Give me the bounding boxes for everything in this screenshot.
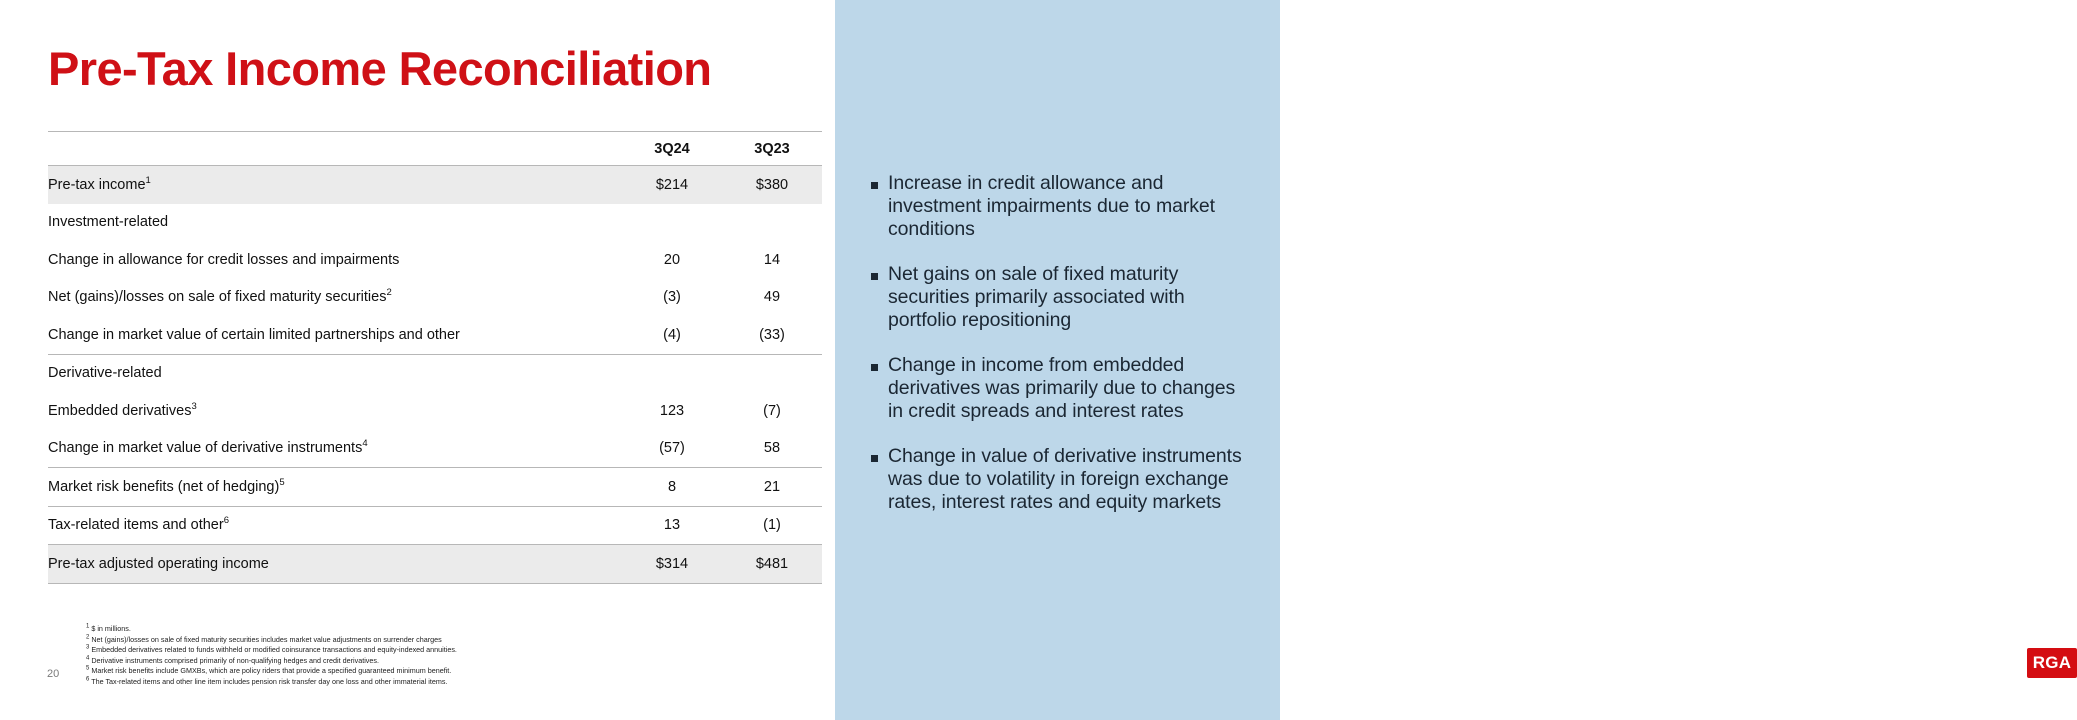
row-value-3q24 (622, 354, 722, 392)
row-label: Embedded derivatives$^3$ (48, 400, 197, 419)
column-header-3q23: 3Q23 (722, 132, 822, 166)
footnote-item: $^3$ Embedded derivatives related to funds withheld or modified coinsurance transactions and equity-indexed annuities. (86, 644, 457, 655)
row-label: Market risk benefits (net of hedging)$^5$ (48, 468, 622, 507)
row-value-3q23: $380 (722, 166, 822, 204)
row-value-3q24: (3) (663, 289, 681, 306)
row-label: Change in market value of certain limited partnerships and other (48, 326, 460, 343)
table-row (48, 316, 822, 354)
row-value-3q23: 49 (763, 289, 781, 306)
row-value-3q23: $481 (722, 545, 822, 584)
row-value-3q23 (722, 354, 822, 392)
table-row (48, 430, 822, 468)
square-bullet-icon (871, 273, 878, 280)
footnote-marker: 5 (279, 476, 285, 488)
table-row (48, 241, 822, 279)
footnote-marker: 6 (223, 515, 229, 527)
square-bullet-icon (871, 182, 878, 189)
rga-logo (2027, 648, 2077, 678)
table-row (48, 545, 822, 584)
footnote-item: $^6$ The Tax-related items and other line item includes pension risk transfer day one loss and other immaterial items. (86, 676, 448, 686)
row-value-3q23 (722, 204, 822, 242)
row-label: Change in market value of derivative instruments$^4$ (48, 438, 368, 457)
row-label: Pre-tax adjusted operating income (48, 545, 622, 584)
rga-logo-text: RGA (2032, 653, 2072, 672)
table-header (48, 132, 822, 166)
row-value-3q24: $314 (622, 545, 722, 584)
row-label: Tax-related items and other$^6$ (48, 506, 622, 545)
page-title: Pre-Tax Income Reconciliation (48, 42, 712, 95)
table-row (48, 279, 822, 317)
row-value-3q23: 21 (722, 468, 822, 507)
table-row (48, 354, 822, 392)
footnote-marker: 6 (86, 676, 90, 683)
footnote-item: $^1$ $ in millions. (86, 623, 131, 633)
table-row (48, 506, 822, 545)
footnote-marker: 2 (86, 634, 90, 641)
row-value-3q24: 13 (622, 506, 722, 545)
footnote-item: $^5$ Market risk benefits include GMXBs, which are policy riders that provide a specified guaranteed minimum benefit. (86, 665, 452, 676)
footnote-marker: 5 (86, 665, 90, 672)
row-value-3q24: 123 (659, 402, 685, 419)
list-item-label: Change in income from embedded derivatives was primarily due to changes in credit spreads and interest rates (888, 354, 1236, 422)
footnote-marker: 3 (191, 400, 197, 412)
footnote-marker: 1 (86, 623, 90, 630)
list-item (871, 172, 1249, 241)
row-label: Investment-related (48, 214, 169, 231)
row-value-3q24: (57) (659, 440, 685, 457)
row-value-3q23: (7) (763, 402, 781, 419)
page-number: 20 (47, 668, 60, 680)
table-header-row (48, 132, 822, 166)
footnote-marker: 4 (362, 438, 368, 450)
row-value-3q23: (33) (759, 326, 785, 343)
row-value-3q24: $214 (622, 166, 722, 204)
row-label: Pre-tax income$^1$ (48, 166, 622, 204)
commentary-panel (835, 0, 2072, 720)
square-bullet-icon (871, 364, 878, 371)
footnote-marker: 2 (386, 287, 392, 299)
column-header-label (48, 132, 622, 166)
list-item-label: Change in value of derivative instruments was due to volatility in foreign exchange rates, interest rates and equity markets (888, 445, 1242, 513)
row-value-3q24: 8 (622, 468, 722, 507)
row-label: Net (gains)/losses on sale of fixed maturity securities$^2$ (48, 287, 392, 306)
commentary-bullet-list (871, 172, 1249, 536)
footnote-marker: 1 (145, 174, 151, 186)
footnote-item: $^4$ Derivative instruments comprised primarily of non-qualifying hedges and credit derivatives. (86, 655, 379, 665)
footnote-marker: 3 (86, 644, 90, 651)
footnotes-block (86, 624, 686, 687)
list-item-label: Net gains on sale of fixed maturity securities primarily associated with portfolio repositioning (888, 263, 1185, 331)
row-label: Derivative-related (48, 354, 622, 392)
list-item (871, 354, 1249, 423)
list-item-label: Increase in credit allowance and investment impairments due to market conditions (888, 172, 1215, 240)
table-body (48, 166, 822, 584)
list-item (871, 263, 1249, 332)
table-row (48, 204, 822, 242)
row-value-3q23: (1) (722, 506, 822, 545)
pre-tax-income-reconciliation-table (48, 131, 822, 584)
table-row (48, 166, 822, 204)
column-header-3q24: 3Q24 (622, 132, 722, 166)
table-row (48, 392, 822, 430)
square-bullet-icon (871, 455, 878, 462)
footnote-item: $^2$ Net (gains)/losses on sale of fixed maturity securities includes market value adjustments on surrender charges (86, 634, 442, 644)
row-value-3q23: 14 (763, 251, 781, 268)
list-item (871, 445, 1249, 514)
table-row (48, 468, 822, 507)
row-value-3q24 (622, 204, 722, 242)
row-value-3q24: (4) (663, 326, 681, 343)
row-label: Change in allowance for credit losses and impairments (48, 251, 400, 268)
row-value-3q24: 20 (663, 251, 681, 268)
footnote-marker: 4 (86, 655, 90, 662)
row-value-3q23: 58 (763, 440, 781, 457)
